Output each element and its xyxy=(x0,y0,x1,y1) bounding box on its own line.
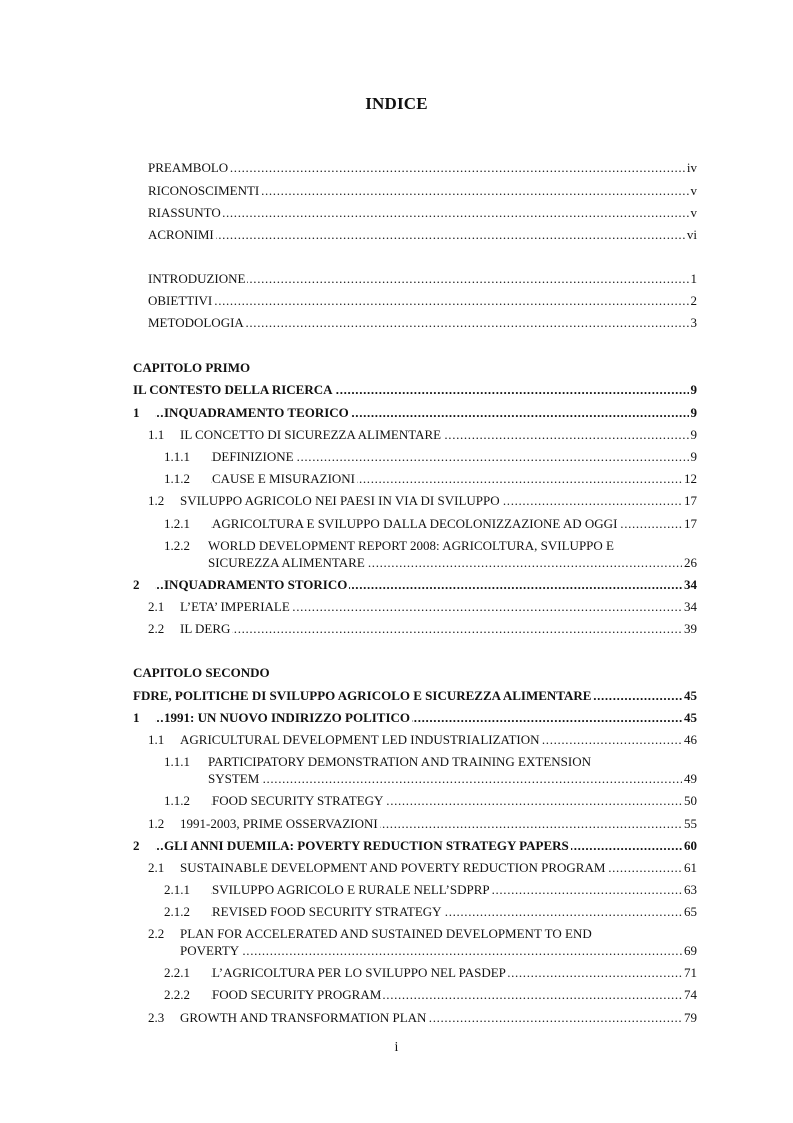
toc-entry-number: 2.1 xyxy=(148,599,180,615)
toc-entry-label-line1: WORLD DEVELOPMENT REPORT 2008: AGRICOLTURA, SVILUPPO E xyxy=(208,538,614,553)
toc-entry-page: 17 xyxy=(684,493,697,508)
toc-entry-number: 2.3 xyxy=(148,1010,180,1026)
toc-entry-page: 34 xyxy=(684,577,697,592)
toc-entry-page: 55 xyxy=(684,816,697,831)
toc-entry-page: 34 xyxy=(684,599,697,614)
toc-entry-page: 49 xyxy=(684,771,697,786)
toc-entry-page: 1 xyxy=(690,271,697,286)
toc-entry-label: INQUADRAMENTO TEORICO xyxy=(164,405,349,420)
toc-entry-number: 1.1 xyxy=(148,427,180,443)
toc-entry-page: 9 xyxy=(690,405,697,420)
toc-entry-label: INTRODUZIONE xyxy=(148,271,246,286)
toc-entry-number: 1.2.2 xyxy=(164,538,190,553)
toc-entry-number: 2.1 xyxy=(148,860,180,876)
toc-entry-label: IL CONCETTO DI SICUREZZA ALIMENTARE xyxy=(180,427,442,442)
toc-entry-subsubsection[interactable] xyxy=(0,987,793,1009)
toc-entry-page: 26 xyxy=(684,555,697,570)
toc-entry-label: AGRICOLTURA E SVILUPPO DALLA DECOLONIZZAZIONE AD OGGI xyxy=(212,516,618,531)
toc-entry[interactable] xyxy=(0,183,793,205)
toc-entry-number: 2.1.1 xyxy=(164,882,210,898)
toc-entry-number: 1.1.1 xyxy=(164,449,210,465)
toc-entry-subsubsection[interactable] xyxy=(0,555,793,577)
toc-entry-subsection[interactable] xyxy=(0,427,793,449)
toc-entry-number: 2.2 xyxy=(148,926,165,941)
toc-entry-label-line2: POVERTY xyxy=(180,943,240,958)
toc-entry-label: IL DERG xyxy=(180,621,231,636)
toc-entry-section[interactable] xyxy=(0,405,793,427)
toc-entry-subsubsection[interactable] xyxy=(0,516,793,538)
toc-entry-page: 74 xyxy=(684,987,697,1002)
toc-entry-page: 45 xyxy=(684,688,697,703)
toc-entry-page: vi xyxy=(686,227,697,242)
toc-entry-subsection[interactable] xyxy=(0,732,793,754)
toc-entry-number: 2 xyxy=(133,577,155,593)
toc-entry-number: 1.2 xyxy=(148,816,180,832)
toc-entry[interactable] xyxy=(0,315,793,337)
toc-entry-subsection[interactable] xyxy=(0,943,793,965)
toc-entry-page: 71 xyxy=(684,965,697,980)
toc-entry-page: 69 xyxy=(684,943,697,958)
page-title: INDICE xyxy=(365,94,428,113)
toc-entry-section[interactable] xyxy=(0,838,793,860)
toc-entry[interactable] xyxy=(0,160,793,182)
toc-entry-label: REVISED FOOD SECURITY STRATEGY xyxy=(212,904,442,919)
toc-entry-number: 1 xyxy=(133,710,155,726)
toc-entry-number: 1 xyxy=(133,405,155,421)
toc-entry-page: 3 xyxy=(690,315,697,330)
toc-entry-label: RIASSUNTO xyxy=(148,205,221,220)
toc-entry-number: 2.2 xyxy=(148,621,180,637)
toc-entry-label: FDRE, POLITICHE DI SVILUPPO AGRICOLO E SICUREZZA ALIMENTARE xyxy=(133,688,592,703)
toc-entry-page: iv xyxy=(686,160,697,175)
toc-entry-subsection[interactable] xyxy=(0,816,793,838)
toc-entry-label: PREAMBOLO xyxy=(148,160,229,175)
toc-entry-subsubsection[interactable] xyxy=(0,904,793,926)
toc-entry-label: FOOD SECURITY PROGRAM xyxy=(212,987,382,1002)
toc-entry-number: 1.2.1 xyxy=(164,516,210,532)
toc-entry-page: 12 xyxy=(684,471,697,486)
toc-entry-label-line2: SYSTEM xyxy=(208,771,260,786)
toc-entry-subsection[interactable] xyxy=(0,621,793,643)
toc-entry-label: RICONOSCIMENTI xyxy=(148,183,260,198)
toc-entry-label: AGRICULTURAL DEVELOPMENT LED INDUSTRIALIZATION xyxy=(180,732,540,747)
toc-entry-number: 2.1.2 xyxy=(164,904,210,920)
toc-entry-subsection[interactable] xyxy=(0,493,793,515)
toc-entry-subsubsection[interactable] xyxy=(0,965,793,987)
toc-entry-page: 61 xyxy=(684,860,697,875)
toc-entry-page: 9 xyxy=(690,427,697,442)
toc-entry-section[interactable] xyxy=(0,710,793,732)
toc-entry-number: 1.1.2 xyxy=(164,793,210,809)
toc-entry-chapter-title[interactable] xyxy=(0,382,793,404)
toc-entry[interactable] xyxy=(0,205,793,227)
toc-entry-page: 17 xyxy=(684,516,697,531)
toc-entry-label: GROWTH AND TRANSFORMATION PLAN xyxy=(180,1010,427,1025)
toc-entry-subsubsection[interactable] xyxy=(0,882,793,904)
toc-entry-page: v xyxy=(690,183,697,198)
toc-entry-page: 63 xyxy=(684,882,697,897)
chapter-heading: CAPITOLO SECONDO xyxy=(133,665,270,680)
toc-entry-label: DEFINIZIONE xyxy=(212,449,294,464)
toc-entry-label-line2: SICUREZZA ALIMENTARE xyxy=(208,555,365,570)
toc-entry-number: 2.2.2 xyxy=(164,987,210,1003)
toc-entry-number: 1.2 xyxy=(148,493,180,509)
toc-entry-page: v xyxy=(690,205,697,220)
toc-entry-number: 1.1.2 xyxy=(164,471,210,487)
toc-entry-label: IL CONTESTO DELLA RICERCA xyxy=(133,382,333,397)
toc-entry-label: GLI ANNI DUEMILA: POVERTY REDUCTION STRATEGY PAPERS xyxy=(164,838,569,853)
toc-entry-label: METODOLOGIA xyxy=(148,315,244,330)
toc-entry-page: 9 xyxy=(690,382,697,397)
toc-entry-subsubsection[interactable] xyxy=(0,793,793,815)
toc-entry-number: 1.1.1 xyxy=(164,754,190,769)
toc-entry-page: 79 xyxy=(684,1010,697,1025)
chapter-heading: CAPITOLO PRIMO xyxy=(133,360,251,375)
toc-entry-label: 1991: UN NUOVO INDIRIZZO POLITICO xyxy=(164,710,411,725)
toc-entry-subsection[interactable] xyxy=(0,860,793,882)
toc-entry-label: ACRONIMI xyxy=(148,227,214,242)
toc-entry-label: 1991-2003, PRIME OSSERVAZIONI xyxy=(180,816,378,831)
toc-entry-subsection[interactable] xyxy=(0,599,793,621)
toc-entry-subsubsection[interactable] xyxy=(0,771,793,793)
toc-entry-chapter-title[interactable] xyxy=(0,688,793,710)
page-number: i xyxy=(394,1040,399,1055)
toc-entry-number: 2 xyxy=(133,838,155,854)
toc-entry-label: OBIETTIVI xyxy=(148,293,213,308)
toc-entry[interactable] xyxy=(0,271,793,293)
toc-entry-page: 45 xyxy=(684,710,697,725)
toc-entry-page: 39 xyxy=(684,621,697,636)
toc-entry-label: SVILUPPO AGRICOLO E RURALE NELL’SDPRP xyxy=(212,882,490,897)
toc-entry-page: 50 xyxy=(684,793,697,808)
toc-entry-section[interactable] xyxy=(0,577,793,599)
toc-entry-label: CAUSE E MISURAZIONI xyxy=(212,471,355,486)
toc-entry-label: SUSTAINABLE DEVELOPMENT AND POVERTY REDUCTION PROGRAM xyxy=(180,860,606,875)
toc-entry[interactable] xyxy=(0,293,793,315)
toc-entry-page: 65 xyxy=(684,904,697,919)
toc-entry-number: 1.1 xyxy=(148,732,180,748)
toc-entry-label: FOOD SECURITY STRATEGY xyxy=(212,793,384,808)
toc-entry-page: 2 xyxy=(690,293,697,308)
toc-entry-page: 9 xyxy=(690,449,697,464)
toc-entry-label-line1: PLAN FOR ACCELERATED AND SUSTAINED DEVELOPMENT TO END xyxy=(180,926,592,941)
toc-entry-label-line1: PARTICIPATORY DEMONSTRATION AND TRAINING EXTENSION xyxy=(208,754,591,769)
toc-entry-page: 60 xyxy=(684,838,697,853)
toc-entry-subsubsection[interactable] xyxy=(0,471,793,493)
toc-entry-subsubsection[interactable] xyxy=(0,449,793,471)
toc-entry[interactable] xyxy=(0,227,793,249)
toc-entry-page: 46 xyxy=(684,732,697,747)
toc-entry-label: L’ETA’ IMPERIALE xyxy=(180,599,290,614)
toc-entry-subsection[interactable] xyxy=(0,1010,793,1032)
toc-entry-number: 2.2.1 xyxy=(164,965,210,981)
toc-entry-label: INQUADRAMENTO STORICO xyxy=(164,577,348,592)
toc-entry-label: L’AGRICOLTURA PER LO SVILUPPO NEL PASDEP xyxy=(212,965,506,980)
toc-entry-label: SVILUPPO AGRICOLO NEI PAESI IN VIA DI SVILUPPO xyxy=(180,493,500,508)
